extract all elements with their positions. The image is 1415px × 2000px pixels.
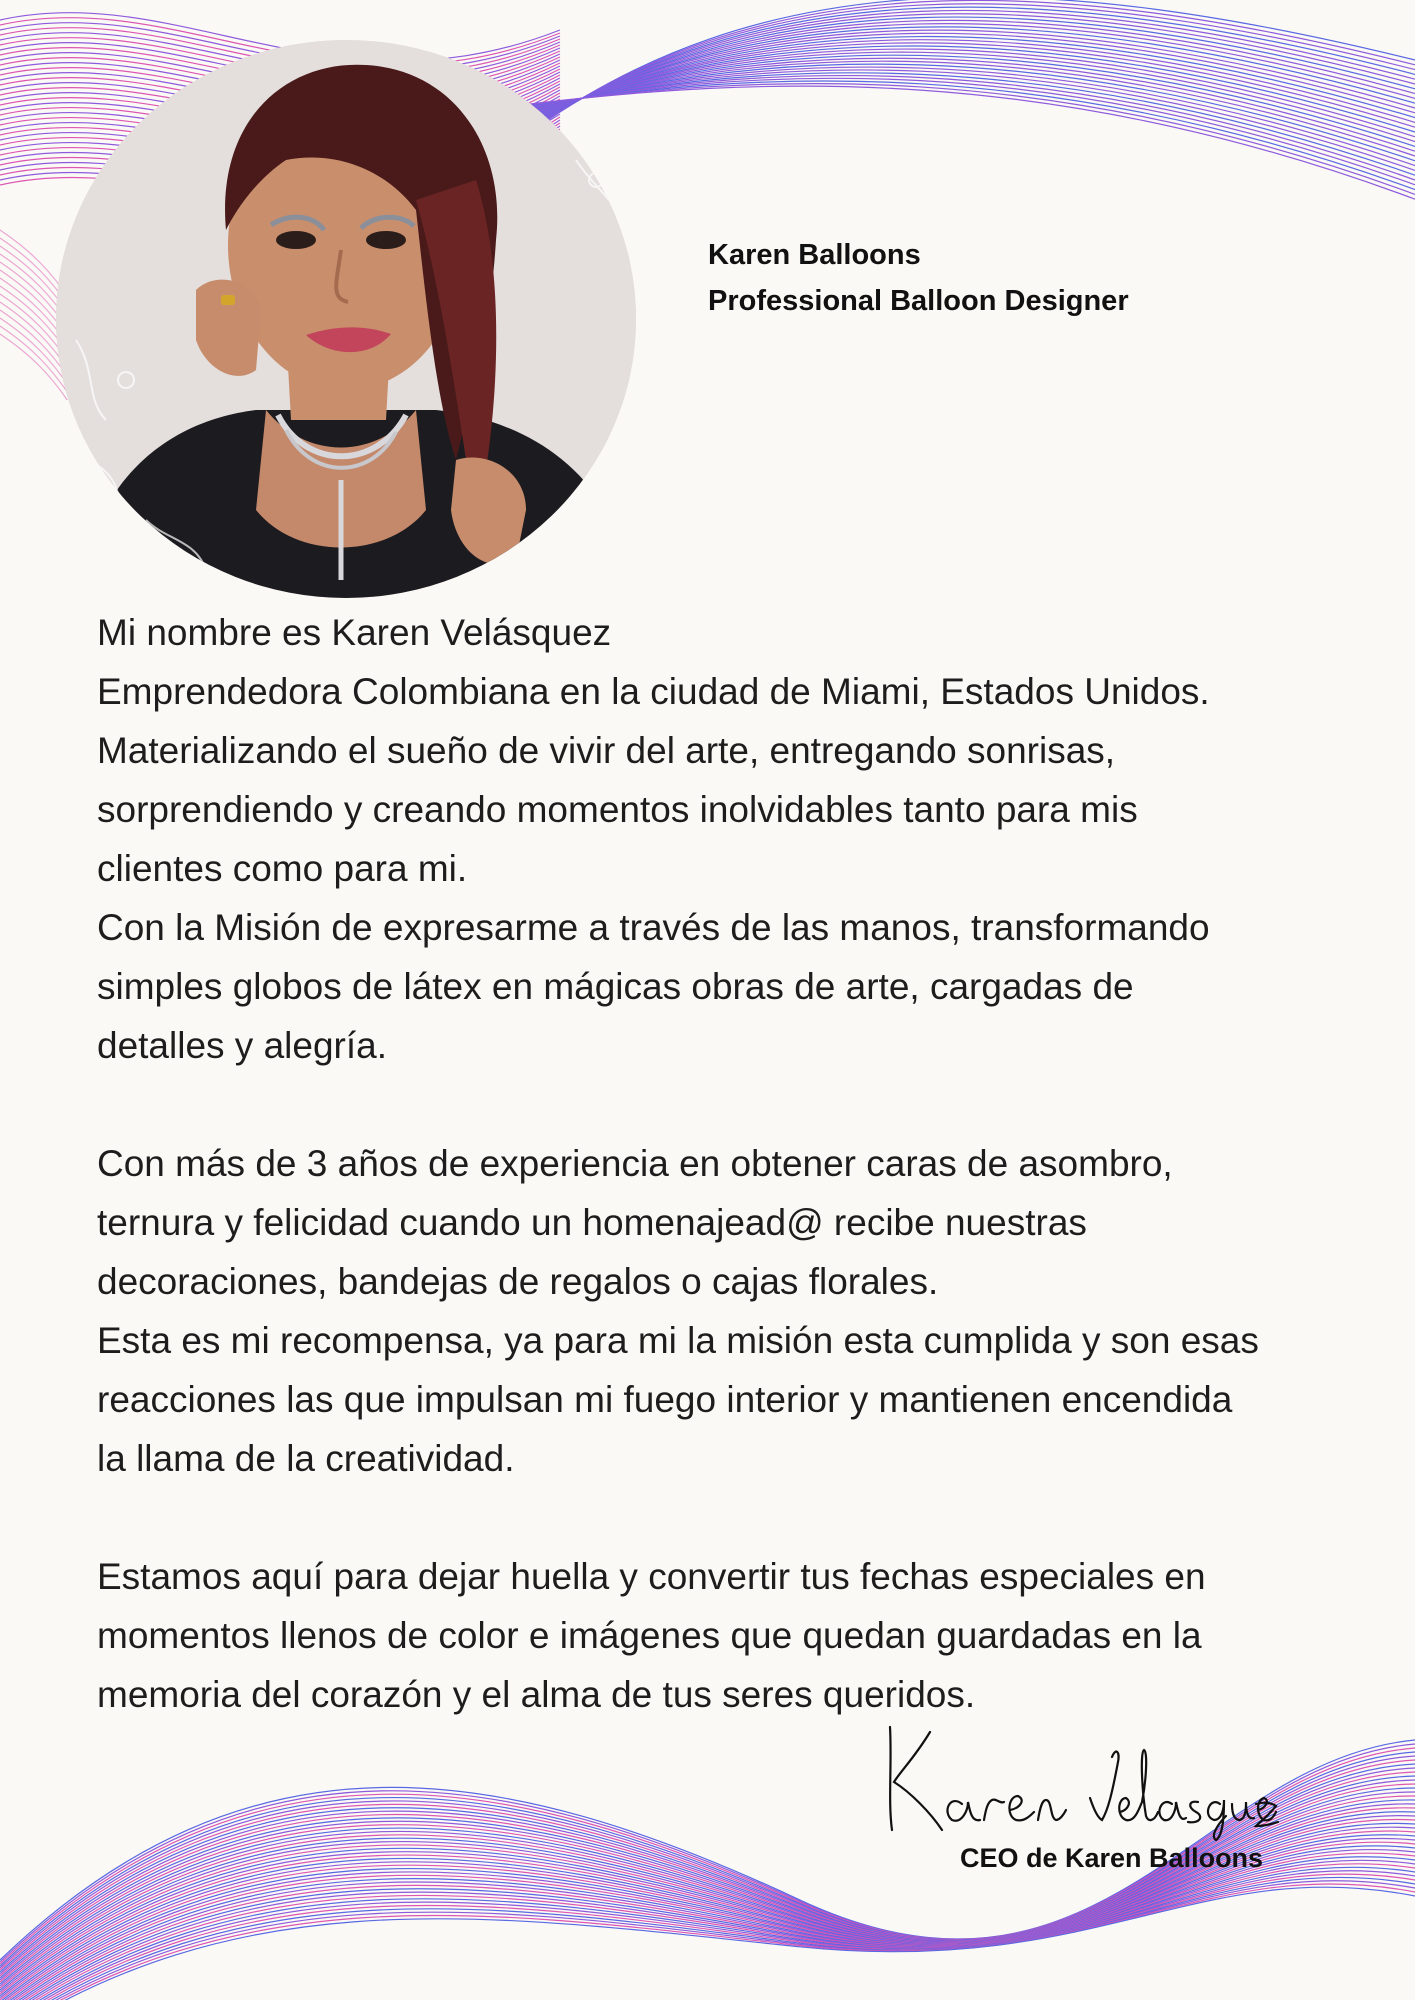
body-line: clientes como para mi. (97, 848, 468, 889)
body-line: Estamos aquí para dejar huella y convertir tus fechas especiales en (97, 1556, 1206, 1597)
portrait-photo (56, 40, 636, 598)
signature-role: CEO de Karen Balloons (960, 1843, 1264, 1873)
body-line: sorprendiendo y creando momentos inolvidables tanto para mis (97, 789, 1138, 830)
body-line: memoria del corazón y el alma de tus seres queridos. (97, 1674, 976, 1715)
body-line: simples globos de látex en mágicas obras de arte, cargadas de (97, 966, 1134, 1007)
brand-name: Karen Balloons (708, 239, 921, 271)
body-line: la llama de la creatividad. (97, 1438, 515, 1479)
paragraph-gap (97, 1488, 1347, 1547)
body-line: reacciones las que impulsan mi fuego interior y mantienen encendida (97, 1379, 1233, 1420)
wave-line (0, 1887, 1415, 2000)
paragraph-gap (97, 1075, 1347, 1134)
header-block (708, 232, 1129, 324)
portrait-illustration (56, 40, 636, 598)
wave-line (0, 1881, 1415, 2000)
body-line: Mi nombre es Karen Velásquez (97, 612, 612, 653)
brand-title: Professional Balloon Designer (708, 285, 1129, 317)
body-line: decoraciones, bandejas de regalos o cajas florales. (97, 1261, 939, 1302)
body-line: Emprendedora Colombiana en la ciudad de Miami, Estados Unidos. (97, 671, 1210, 712)
body-line: ternura y felicidad cuando un homenajead@ recibe nuestras (97, 1202, 1087, 1243)
body-line: Con la Misión de expresarme a través de las manos, transformando (97, 907, 1210, 948)
handwritten-signature (880, 1712, 1280, 1842)
body-line: Con más de 3 años de experiencia en obtener caras de asombro, (97, 1143, 1173, 1184)
body-line: momentos llenos de color e imágenes que quedan guardadas en la (97, 1615, 1202, 1656)
body-line: detalles y alegría. (97, 1025, 388, 1066)
body-line: Esta es mi recompensa, ya para mi la misión esta cumplida y son esas (97, 1320, 1259, 1361)
body-line: Materializando el sueño de vivir del arte, entregando sonrisas, (97, 730, 1116, 771)
letter-body (97, 603, 1347, 1724)
